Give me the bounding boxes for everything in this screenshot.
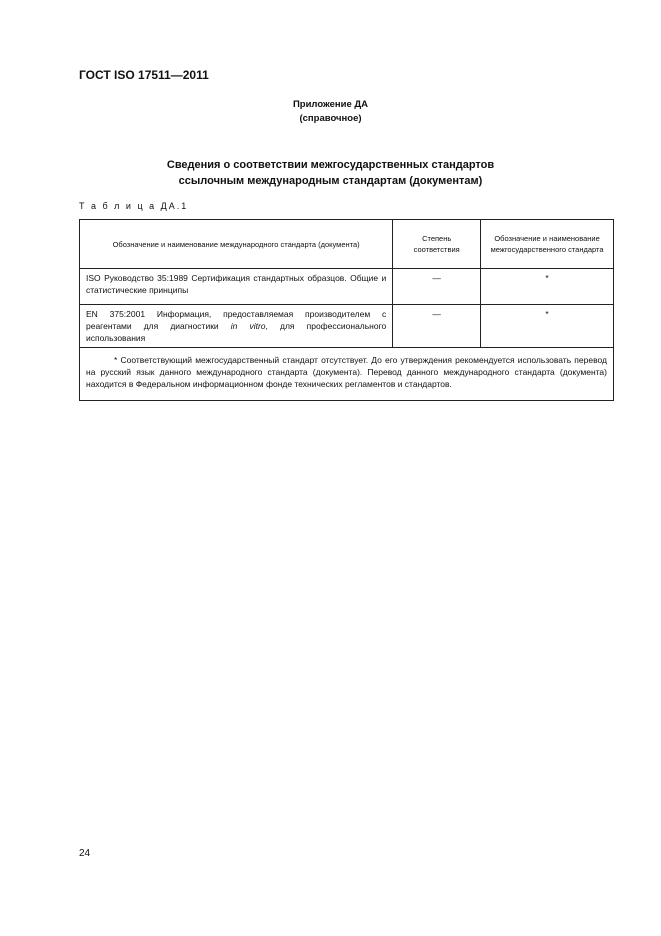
table-label: Т а б л и ц а ДА.1 <box>79 201 189 211</box>
table-footnote: * Соответствующий межгосударственный стандарт отсутствует. До его утверждения рекомендуется использовать перевод на русский язык данного международного стандарта (документа). Перевод данного международного стандарта (документа) находится в Федеральном информационном фонде технических регламентов и стандартов. <box>80 348 614 401</box>
section-title-line1: Сведения о соответствии межгосударственных стандартов <box>166 159 495 171</box>
intl-standard-italic: in vitro <box>230 321 266 331</box>
header-interstate-standard: Обозначение и наименование межгосударственного стандарта <box>481 220 614 269</box>
interstate-cell: * <box>481 269 614 305</box>
annex-kind: (справочное) <box>299 113 362 124</box>
page-number: 24 <box>79 848 91 859</box>
intl-standard-cell <box>80 269 393 305</box>
document-id: ГОСТ ISO 17511—2011 <box>79 68 209 82</box>
degree-cell: — <box>393 269 481 305</box>
intl-standard-text: ISO Руководство 35:1989 Сертификация стандартных образцов. Общие и статистические принципы <box>86 273 387 295</box>
annex-title: Приложение ДА <box>292 99 369 110</box>
correspondence-table <box>79 219 614 401</box>
annex-heading <box>0 98 661 126</box>
table-row <box>80 269 614 305</box>
table-header-row <box>80 220 614 269</box>
table-row <box>80 305 614 348</box>
intl-standard-cell <box>80 305 393 348</box>
section-title-line2: ссылочным международным стандартам (документам) <box>178 175 483 187</box>
intl-standard-text: EN 375:2001 Информация, предоставляемая производителем с реагентами для диагностики <box>86 309 387 331</box>
degree-cell: — <box>393 305 481 348</box>
intl-standard-text-end: , для профессионального использования <box>86 321 387 343</box>
section-title <box>0 157 661 189</box>
header-intl-standard: Обозначение и наименование международного стандарта (документа) <box>80 220 393 269</box>
footnote-row <box>80 348 614 401</box>
header-degree: Степень соответствия <box>393 220 481 269</box>
interstate-cell: * <box>481 305 614 348</box>
